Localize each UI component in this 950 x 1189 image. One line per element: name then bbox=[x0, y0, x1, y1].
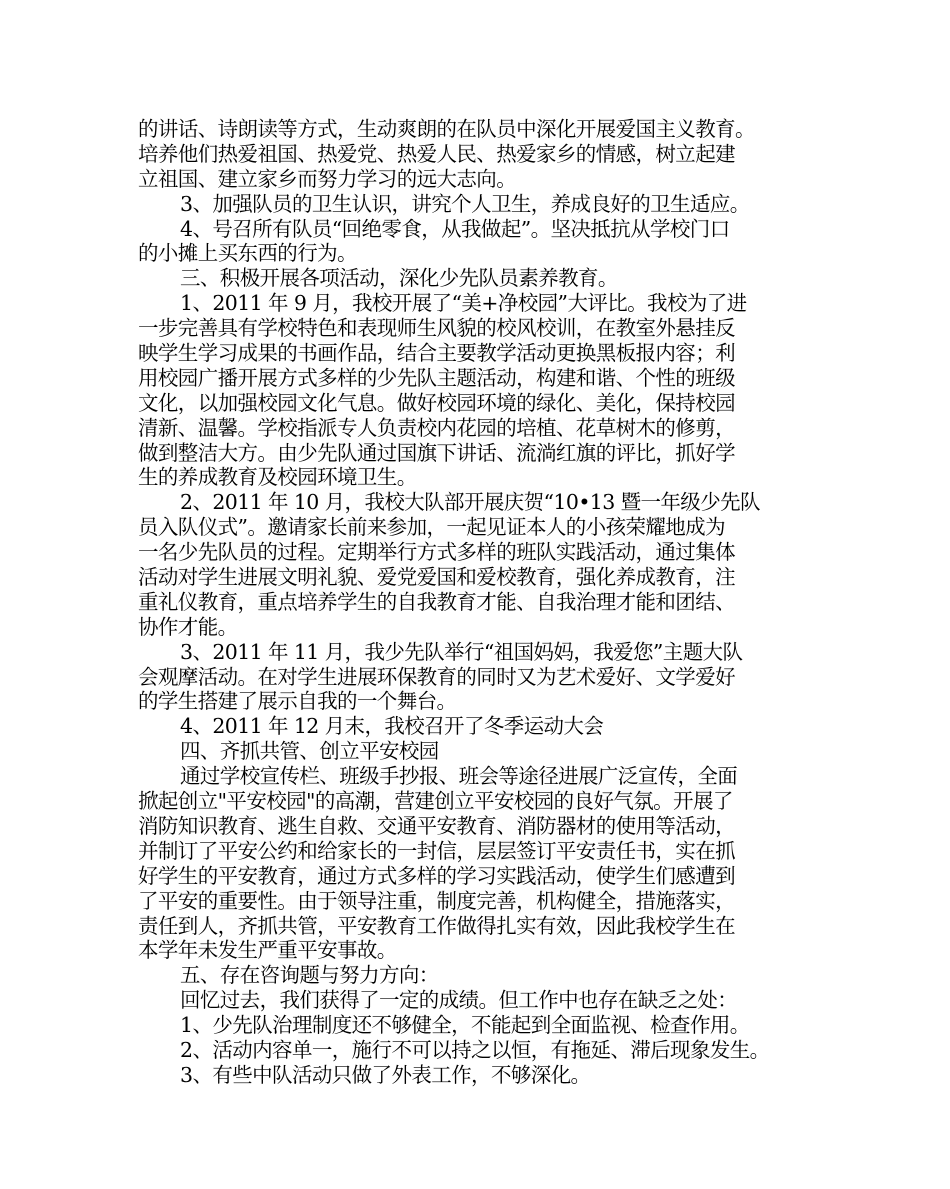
text-line: 并制订了平安公约和给家长的一封信，层层签订平安责任书，实在抓 bbox=[138, 838, 735, 863]
text-line: 好学生的平安教育，通过方式多样的学习实践活动，使学生们感遭到 bbox=[138, 863, 735, 888]
text-line: 掀起创立"平安校园"的高潮，营建创立平安校园的良好气氛。开展了 bbox=[138, 789, 733, 814]
text-line: 4、号召所有队员“回绝零食，从我做起”。坚决抵抗从学校门口 bbox=[180, 216, 730, 241]
text-line: 重礼仪教育，重点培养学生的自我教育才能、自我治理才能和团结、 bbox=[138, 589, 735, 614]
text-line: 了平安的重要性。由于领导注重，制度完善，机构健全，措施落实， bbox=[138, 888, 735, 913]
text-line: 文化，以加强校园文化气息。做好校园环境的绿化、美化，保持校园 bbox=[138, 390, 735, 415]
text-line: 1、少先队治理制度还不够健全，不能起到全面监视、检查作用。 bbox=[180, 1013, 750, 1038]
text-line: 立祖国、建立家乡而努力学习的远大志向。 bbox=[138, 166, 517, 191]
text-line: 用校园广播开展方式多样的少先队主题活动，构建和谐、个性的班级 bbox=[138, 365, 735, 390]
text-line: 4、2011 年 12 月末，我校召开了冬季运动大会 bbox=[180, 714, 604, 739]
text-line: 回忆过去，我们获得了一定的成绩。但工作中也存在缺乏之处： bbox=[180, 988, 738, 1013]
text-line: 一名少先队员的过程。定期举行方式多样的班队实践活动，通过集体 bbox=[138, 540, 735, 565]
text-line: 生的养成教育及校园环境卫生。 bbox=[138, 465, 417, 490]
text-line: 一步完善具有学校特色和表现师生风貌的校风校训，在教室外悬挂反 bbox=[138, 316, 735, 341]
text-line: 消防知识教育、逃生自救、交通平安教育、消防器材的使用等活动， bbox=[138, 813, 735, 838]
text-line: 活动对学生进展文明礼貌、爱党爱国和爱校教育，强化养成教育，注 bbox=[138, 565, 735, 590]
text-line: 的学生搭建了展示自我的一个舞台。 bbox=[138, 689, 457, 714]
text-line: 培养他们热爱祖国、热爱党、热爱人民、热爱家乡的情感，树立起建 bbox=[138, 141, 735, 166]
text-line: 五、存在咨询题与努力方向： bbox=[180, 963, 439, 988]
text-line: 的小摊上买东西的行为。 bbox=[138, 241, 357, 266]
text-line: 责任到人，齐抓共管，平安教育工作做得扎实有效，因此我校学生在 bbox=[138, 913, 735, 938]
document-body bbox=[138, 117, 818, 1088]
text-line: 3、加强队员的卫生认识，讲究个人卫生，养成良好的卫生适应。 bbox=[180, 191, 750, 216]
text-line: 2、2011 年 10 月，我校大队部开展庆贺“10•13 暨一年级少先队 bbox=[180, 490, 760, 515]
text-line: 3、2011 年 11 月，我少先队举行“祖国妈妈，我爱您”主题大队 bbox=[180, 639, 743, 664]
text-line: 清新、温馨。学校指派专人负责校内花园的培植、花草树木的修剪， bbox=[138, 415, 735, 440]
text-line: 映学生学习成果的书画作品，结合主要教学活动更换黑板报内容；利 bbox=[138, 341, 735, 366]
text-line: 通过学校宣传栏、班级手抄报、班会等途径进展广泛宣传，全面 bbox=[180, 764, 738, 789]
text-line: 2、活动内容单一，施行不可以持之以恒，有拖延、滞后现象发生。 bbox=[180, 1037, 770, 1062]
text-line: 本学年未发生严重平安事故。 bbox=[138, 938, 397, 963]
text-line: 协作才能。 bbox=[138, 614, 238, 639]
text-line: 3、有些中队活动只做了外表工作，不够深化。 bbox=[180, 1062, 591, 1087]
text-line: 四、齐抓共管、创立平安校园 bbox=[180, 739, 439, 764]
text-line: 三、积极开展各项活动，深化少先队员素养教育。 bbox=[180, 266, 618, 291]
text-line: 会观摩活动。在对学生进展环保教育的同时又为艺术爱好、文学爱好 bbox=[138, 664, 735, 689]
text-line: 1、2011 年 9 月，我校开展了“美+净校园”大评比。我校为了进 bbox=[180, 291, 747, 316]
text-line: 做到整洁大方。由少先队通过国旗下讲话、流淌红旗的评比，抓好学 bbox=[138, 440, 735, 465]
text-line: 员入队仪式”。邀请家长前来参加，一起见证本人的小孩荣耀地成为 bbox=[138, 515, 725, 540]
text-line: 的讲话、诗朗读等方式，生动爽朗的在队员中深化开展爱国主义教育。 bbox=[138, 117, 755, 141]
